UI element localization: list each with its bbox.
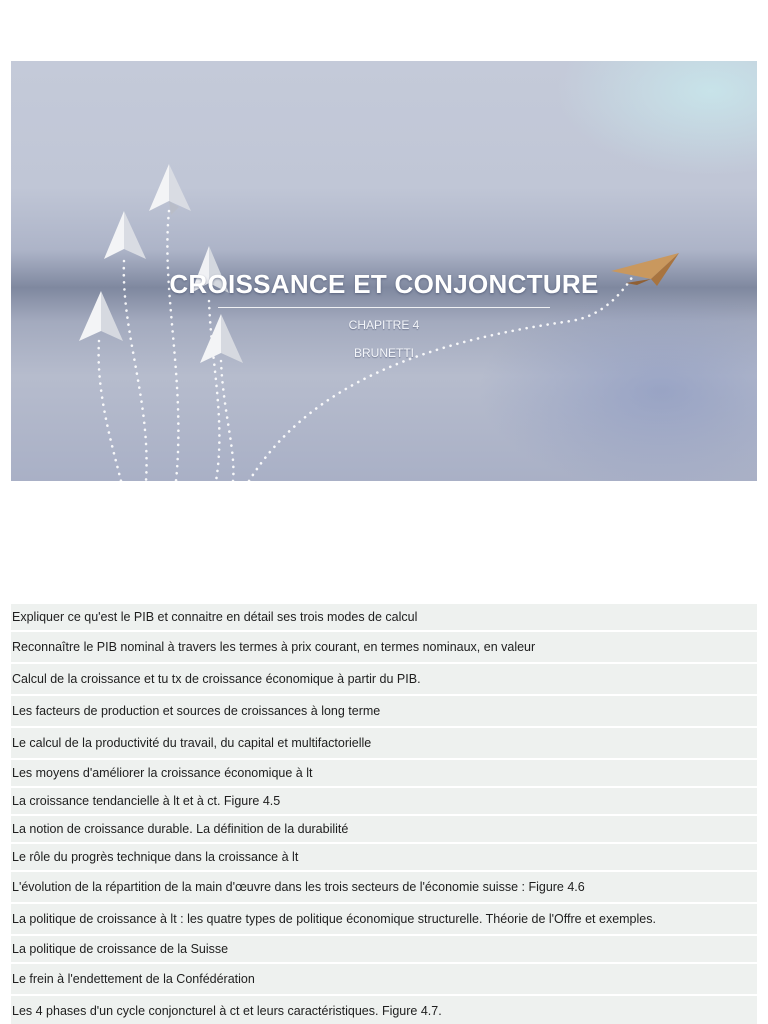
list-item: La politique de croissance de la Suisse [11, 936, 757, 964]
title-slide [11, 61, 757, 481]
list-item: Les moyens d'améliorer la croissance économique à lt [11, 760, 757, 788]
slide-title: CROISSANCE ET CONJONCTURE [169, 269, 599, 299]
list-item: L'évolution de la répartition de la main d'œuvre dans les trois secteurs de l'économie suisse : Figure 4.6 [11, 872, 757, 904]
list-item: Expliquer ce qu'est le PIB et connaitre en détail ses trois modes de calcul [11, 604, 757, 632]
list-item: Reconnaître le PIB nominal à travers les termes à prix courant, en termes nominaux, en valeur [11, 632, 757, 664]
list-item: La politique de croissance à lt : les quatre types de politique économique structurelle. Théorie de l'Offre et exemples. [11, 904, 757, 936]
paper-plane-icon [104, 211, 146, 259]
list-item: Le rôle du progrès technique dans la croissance à lt [11, 844, 757, 872]
list-item: La notion de croissance durable. La définition de la durabilité [11, 816, 757, 844]
list-item: Les facteurs de production et sources de croissances à long terme [11, 696, 757, 728]
topics-list [11, 604, 757, 1024]
list-item: Le frein à l'endettement de la Confédération [11, 964, 757, 996]
chapter-label: CHAPITRE 4 [348, 318, 420, 332]
list-item: Le calcul de la productivité du travail, du capital et multifactorielle [11, 728, 757, 760]
list-item: La croissance tendancielle à lt et à ct. Figure 4.5 [11, 788, 757, 816]
list-item: Calcul de la croissance et tu tx de croissance économique à partir du PIB. [11, 664, 757, 696]
paper-plane-icon [149, 164, 191, 215]
list-item: Les 4 phases d'un cycle conjoncturel à ct et leurs caractéristiques. Figure 4.7. [11, 996, 757, 1024]
author-label: BRUNETTI [354, 346, 414, 360]
title-divider [218, 307, 550, 308]
